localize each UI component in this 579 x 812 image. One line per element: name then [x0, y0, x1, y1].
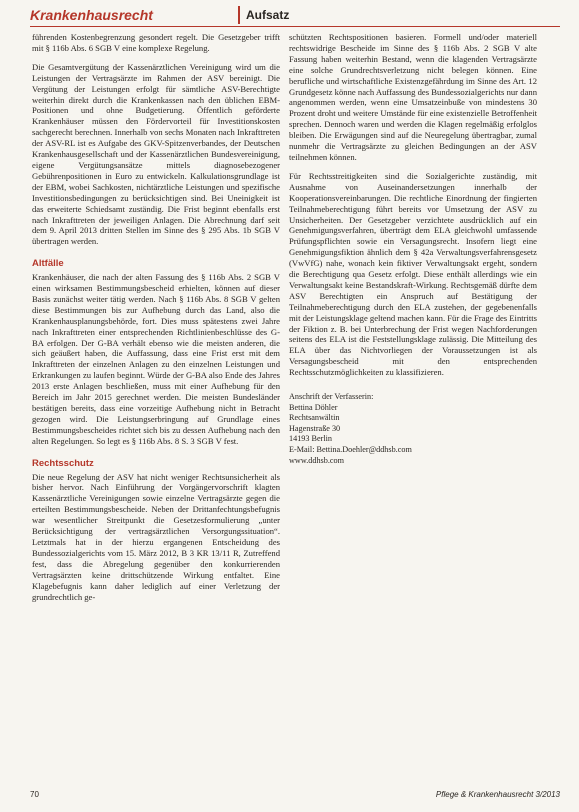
address-line: E-Mail: Bettina.Doehler@ddhsb.com [289, 445, 412, 455]
journal-name: Krankenhausrecht [30, 7, 153, 23]
address-line: 14193 Berlin [289, 434, 332, 444]
page-number: 70 [30, 790, 39, 799]
address-line: www.ddhsb.com [289, 455, 344, 465]
address-line: Rechtsanwältin [289, 413, 340, 423]
paragraph: führenden Kostenbegrenzung gesondert regelt. Die Gesetzgeber trifft mit § 116b Abs. 6 SGB V eine komplexe Regelung. [32, 32, 280, 53]
page-footer [30, 790, 560, 804]
author-address [289, 403, 537, 467]
paragraph: Die neue Regelung der ASV hat nicht weniger Rechtsunsicherheit als bisher hervor. Nach Einführung der Vorgängervorschrift klagten Kassenärztliche Vereinigungen sowie einzelne Vertragsärzte gegen die erteilten Bestimmungsbescheide. Neben der Drittanfechtungsbefugnis war wesentlicher Streitpunkt die Gesetzesformulierung „unter Berücksichtigung der vertragsärztlichen Versorgungssituation“. Letztmals hat in der hierzu ergangenen Entscheidung des Bundessozialgerichts vom 15. März 2012, B 3 KR 13/11 R, Zutreffend fest, dass die Abregelung gegenüber den konkurrierenden Vertragsärzten keine drittschützende Wirkung entfaltet. Eine Klagebefugnis kann daher lediglich auf einer Verletzung der grundrechtlich ge- [32, 471, 280, 602]
left-column [32, 32, 280, 610]
section-label: Aufsatz [238, 6, 560, 24]
paragraph: Die Gesamtvergütung der Kassenärztlichen Vereinigung wird um die Leistungen der Vertragsärzte im Rahmen der ASV bereinigt. Die Vergütung der Leistungen erfolgt für sämtliche ASV-Berechtigte weiterhin direkt durch die Krankenkassen nach den üblichen EBM-Positionen und ohne Budgetierung. Öffentlich geförderte Krankenhäuser müssen den Fördervorteil für Investitionskosten sachgerecht berechnen. Innerhalb von sechs Monaten nach Inkrafttreten der ASV-RL ist es Aufgabe des GKV-Spitzenverbandes, der Deutschen Krankenhausgesellschaft und der Kassenärztlichen Bundesvereinigung, eigene Vergütungsansätze mittels diagnosebezogener Gebührenpositionen in Euro zu entwickeln. Kalkulationsgrundlage ist der EBM, wobei Sachkosten, nichtärztliche Leistungen und spezifische Investitionsbedingungen zu berücksichtigen sind. Bei Uneinigkeit ist das erweiterte Schiedsamt zuständig. Die Frist beginnt ebenfalls erst nach Inkrafttreten der jeweiligen Anlagen. Die Abrechnung darf seit dem 9. April 2013 dritten Stellen im Sinne des § 295 Abs. 1b SGB V übertragen werden. [32, 61, 280, 247]
author-address-label: Anschrift der Verfasserin: [289, 392, 374, 402]
paragraph: Für Rechtsstreitigkeiten sind die Sozialgerichte zuständig, mit Ausnahme von Auseinandersetzungen innerhalb der Kooperationsvereinbarungen. Die rechtliche Einordnung der fingierten Teilnahmeberechtigung führt bereits vor Umsetzung der ASV zu Unsicherheiten. Der Gesetzgeber verzichtete ausdrücklich auf ein Genehmigungsverfahren, überträgt dem ELA gleichwohl umfassende Prüfungspflichten sowie ein Versagungsrecht. Insofern liegt eine Genehmigungsfiktion ähnlich dem § 42a Verwaltungsverfahrensgesetz (VwVfG) nahe, wonach kein fiktiver Verwaltungsakt ergeht, sondern die Berechtigung qua Gesetz erfolgt. Diese enthält allerdings wie ein Verwaltungsakt keine Bestandskraft-Wirkung. Rechtsgemäß dürfte dem ASV Berechtigten ein Anspruch auf Bestätigung der Teilnahmeberechtigung durch den ELA zustehen, der gegebenenfalls mit der Leistungsklage geltend machen kann. Für die Frage des Eintritts der Fiktion z. B. bei Unterbrechung der Frist wegen Nachforderungen seitens des ELA ist die Feststellungsklage zulässig. Die Mitteilung des ELA über das Nichtvorliegen der Voraussetzungen ist als Versagungsbescheid mit den entsprechenden Rechtsschutzmöglichkeiten zu klassifizieren. [289, 170, 537, 378]
right-column [289, 32, 537, 466]
section-heading: Altfälle [32, 258, 64, 270]
journal-issue: Pflege & Krankenhausrecht 3/2013 [435, 790, 560, 799]
paragraph: Krankenhäuser, die nach der alten Fassung des § 116b Abs. 2 SGB V einen wirksamen Bestimmungsbescheid erhielten, können auf dieser Basis zunächst weiter tätig werden. Nach § 116b Abs. 8 SGB V gelten diese Bestimmungen bis zur Aufhebung durch das Land, also die Krankenhausplanungsbehörde, fort. Dies muss spätestens zwei Jahre nach Inkrafttreten einer entsprechenden Richtlinienbeschlüsse des G-BA erfolgen. Der G-BA verhält ebenso wie die meisten anderen, die sich geäußert haben, die Auffassung, dass eine Frist erst mit dem Inkrafttreten der einzelnen Anlagen zu den einzelnen Leistungen und Erkrankungen zu laufen beginnt. Würde der G-BA also Ende des Jahres 2013 erste Anlagen beschließen, muss mit einer Aufhebung für den Bereich im Jahr 2015 gerechnet werden. Die meisten Bundesländer bestätigen bereits, dass eine vorzeitige Aufhebung nicht in Betracht gezogen wird. Die Leistungserbringung auf Grundlage eines Bestimmungsbescheides richtet sich bis zu dessen Aufhebung nach den alten Regelungen. So legt es § 116b Abs. 8 S. 3 SGB V fest. [32, 272, 280, 446]
header-rule [30, 26, 560, 27]
address-line: Bettina Döhler [289, 402, 338, 412]
address-line: Hagenstraße 30 [289, 423, 341, 433]
page-header [30, 6, 560, 28]
section-heading: Rechtsschutz [32, 457, 94, 469]
paragraph: schützten Rechtspositionen basieren. Formell und/oder materiell rechtswidrige Bescheide im Sinne des § 116b Abs. 2 SGB V alte Fassung haben weiterhin Bestand, wenn die klagenden Vertragsärzte eine solche Grundrechtsverletzung nicht belegen können. Eine berufliche und wirtschaftliche Existenzgefährdung im Sinne des Art. 12 Grundgesetz könne nach Auffassung des Bundessozialgerichts nur dann angenommen werden, wenn eine Umsatzeinbuße von mindestens 30 Prozent droht und weitere Umstände für eine existenzielle Betroffenheit sprechen. Dennoch waren und werden die Klagen regelmäßig erfolglos bleiben. Die Erwägungen sind auf die Neuregelung übertragbar, zumal nunmehr die Vertragsärzte zu gleichen Bedingungen an der ASV teilnehmen können. [289, 32, 537, 162]
